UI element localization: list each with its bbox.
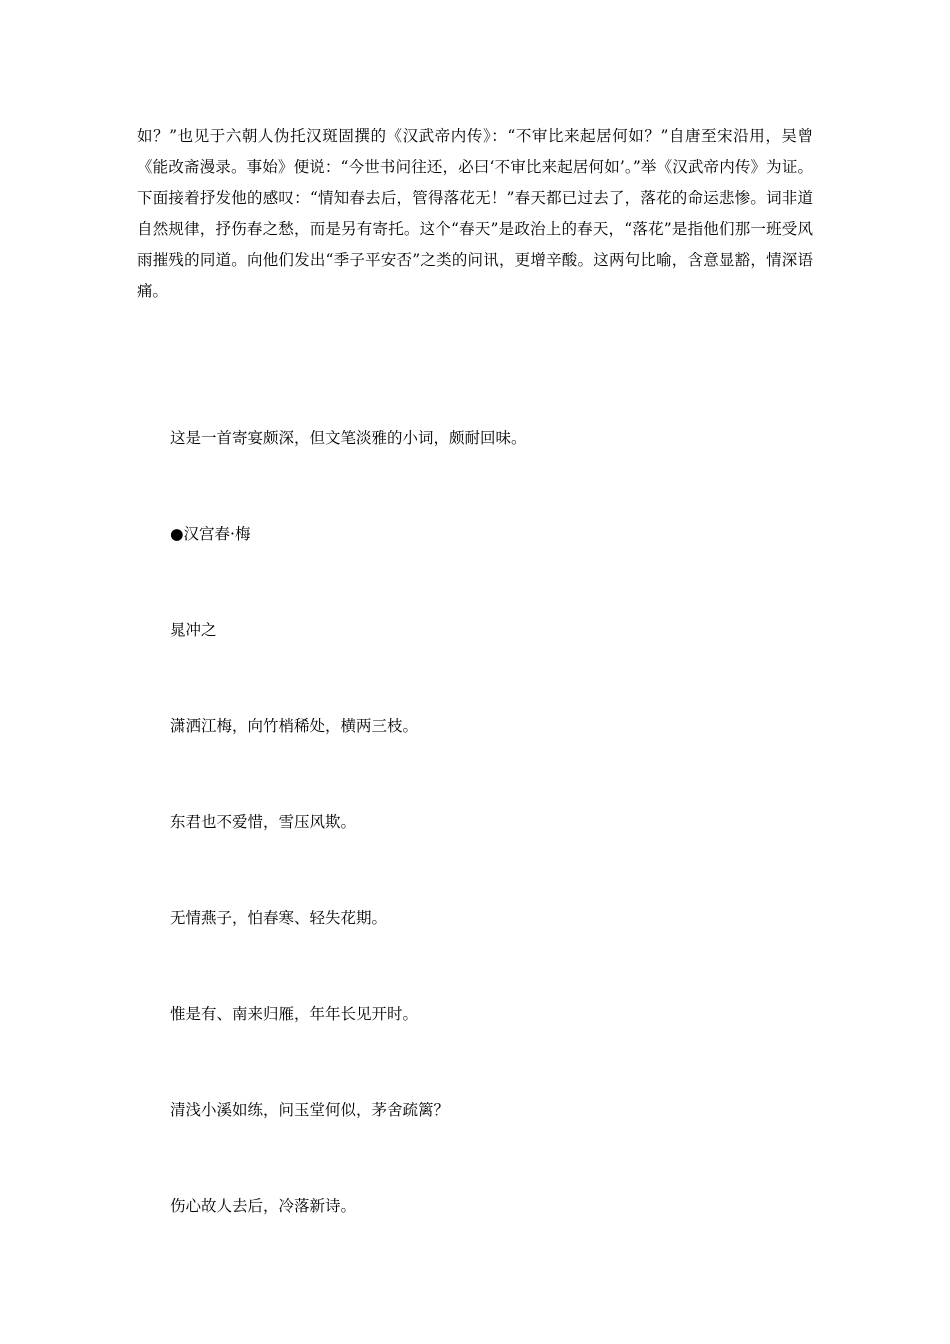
poem-line: 无情燕子，怕春寒、轻失花期。 — [170, 909, 388, 927]
commentary-paragraph: 如？”也见于六朝人伪托汉斑固撰的《汉武帝内传》：“不审比来起居何如？”自唐至宋沿用，吴曾《能改斋漫录。事始》便说：“今世书问往还，必曰‘不审比来起居何如’。”举《汉武帝内传》为证。下面接着抒发他的感叹：“情知春去后，管得落花无！”春天都已过去了，落花的命运悲惨。词非道自然规律，抒伤春之愁，而是另有寄托。这个“春天”是政治上的春天，“落花”是指他们那一班受风雨摧残的同道。向他们发出“季子平安否”之类的问讯，更增辛酸。这两句比喻，含意显豁，情深语痛。 — [137, 127, 813, 300]
poem-author: 晁冲之 — [170, 621, 217, 639]
poem-title: ●汉宫春·梅 — [170, 525, 251, 543]
poem-line: 潇洒江梅，向竹梢稀处，横两三枝。 — [170, 717, 419, 735]
poem-line: 东君也不爱惜，雪压风欺。 — [170, 813, 357, 831]
summary-paragraph: 这是一首寄宴颇深，但文笔淡雅的小词，颇耐回味。 — [170, 429, 527, 447]
poem-line: 伤心故人去后，冷落新诗。 — [170, 1197, 357, 1215]
poem-line: 惟是有、南来归雁，年年长见开时。 — [170, 1005, 419, 1023]
poem-line: 清浅小溪如练，问玉堂何似，茅舍疏篱？ — [170, 1101, 450, 1119]
